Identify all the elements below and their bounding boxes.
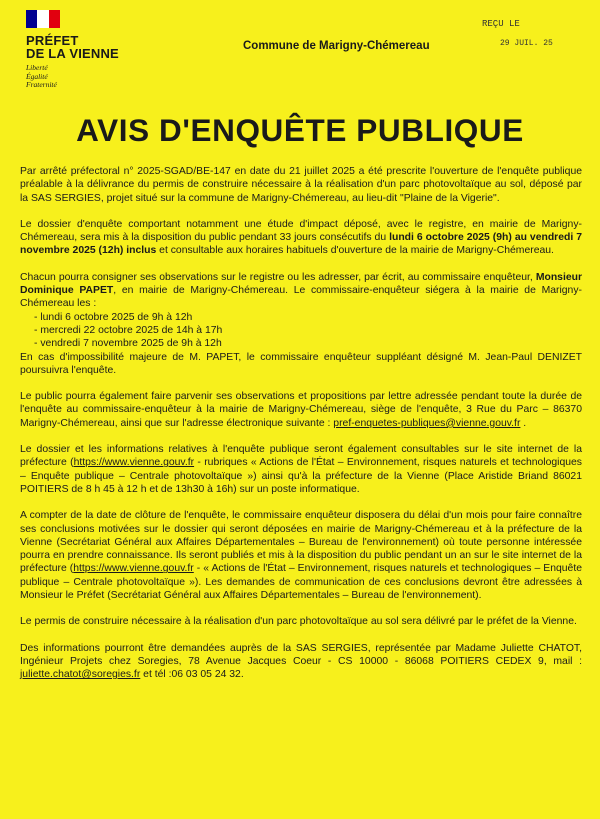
text-segment: - « Actions de l'État – Environnement, risques naturels et technologiques – Enquête publique – Centrale photovoltaïque »). Les demandes de communication de ces conclusions devront être adressées à Monsieur le Préfet (Secrétariat Général aux Affaires Départementales – Bureau de l'environnement). <box>20 563 582 602</box>
page-title: AVIS D'ENQUÊTE PUBLIQUE <box>76 112 524 148</box>
text-segment: et tél :06 03 05 24 32. <box>140 669 244 681</box>
email-link-prefecture[interactable]: pref-enquetes-publiques@vienne.gouv.fr <box>333 417 521 429</box>
commune-name: Commune de Marigny-Chémereau <box>243 40 430 52</box>
text-segment: Chacun pourra consigner ses observations sur le registre ou les adresser, par écrit, au commissaire enquêteur, <box>20 271 536 283</box>
consultation-dates: lundi 6 octobre 2025 (9h) au vendredi 7 novembre 2025 (12h) inclus <box>20 232 582 257</box>
paragraph-online-dossier <box>20 443 582 496</box>
website-link[interactable]: https://www.vienne.gouv.fr <box>73 563 194 575</box>
list-item: - vendredi 7 novembre 2025 de 9h à 12h <box>34 338 222 350</box>
prefecture-logo <box>26 10 119 90</box>
stamp-date: 29 JUIL. 25 <box>500 39 553 48</box>
stamp-label: REÇU LE <box>482 19 520 29</box>
list-item: - mercredi 22 octobre 2025 de 14h à 17h <box>34 324 223 336</box>
text-segment: Le public pourra également faire parvenir ses observations et propositions par lettre adressée pendant toute la durée de l'enquête au commissaire-enquêteur à la mairie de Marigny-Chémereau, siège de l'enquête, 3 Rue du Parc – 86370 Marigny-Chémereau, ainsi que sur l'adresse électronique suivante : <box>20 391 582 429</box>
prefet-title: PRÉFET DE LA VIENNE <box>26 33 119 61</box>
text-segment: Des informations pourront être demandées auprès de la SAS SERGIES, représentée par Madame Juliette CHATOT, Ingénieur Projets chez Soregies, 78 Avenue Jacques Coeur - CS 10000 - 86068 POITIERS CEDEX 9, mail : <box>20 642 582 667</box>
website-link[interactable]: https://www.vienne.gouv.fr <box>73 457 195 469</box>
text-segment: - rubriques « Actions de l'État – Environnement, risques naturels et technologiques – Enquête publique – Centrale photovoltaïque ») ainsi qu'à la préfecture de la Vienne (Place Aristide Briand 86021 POITIERS de 8 h 45 à 12 h et de 13h30 à 16h) sur un poste informatique. <box>20 457 582 495</box>
text-segment: A compter de la date de clôture de l'enquête, le commissaire enquêteur disposera du délai d'un mois pour faire connaître ses conclusions motivées sur le dossier qui seront déposées en mairie de Marigny-Chémereau et à la préfecture de la Vienne (Secrétariat Général aux Affaires Départementales – Bureau de l'environnement) où toute personne intéressée pourra en prendre connaissance. Ils seront publiés et mis à la disposition du public pendant un an sur le site internet de la préfecture ( <box>20 510 582 575</box>
text-segment: , en mairie de Marigny-Chémereau. Le commissaire-enquêteur siégera à la mairie de Marigny-Chémereau les : <box>20 285 582 310</box>
notice-body <box>20 165 582 695</box>
session-list <box>20 311 582 351</box>
header <box>0 0 600 100</box>
marianne-icon <box>33 12 51 27</box>
paragraph-commissioner <box>20 271 582 377</box>
text-segment: Le dossier et les informations relatives à l'enquête publique seront également consultables sur le site internet de la préfecture ( <box>20 444 582 469</box>
text-segment: . <box>520 417 527 429</box>
text-segment: Le dossier d'enquête comportant notamment une étude d'impact déposé, avec le registre, en mairie de Marigny-Chémereau, sera mis à la disposition du public pendant 33 jours consécutifs du <box>20 218 582 244</box>
paragraph-consultation-period <box>20 218 582 258</box>
substitute-note: En cas d'impossibilité majeure de M. PAPET, le commissaire enquêteur suppléant désigné M. Jean-Paul DENIZET poursuivra l'enquête. <box>20 351 582 376</box>
email-link-contact[interactable]: juliette.chatot@soregies.fr <box>20 669 141 681</box>
text-segment: et consultable aux horaires habituels d'ouverture de la mairie de Marigny-Chémereau. <box>156 245 554 257</box>
paragraph-permit: Le permis de construire nécessaire à la réalisation d'un parc photovoltaïque au sol sera délivré par le préfet de la Vienne. <box>20 616 577 628</box>
republic-motto: Liberté Égalité Fraternité <box>26 63 57 89</box>
paragraph-decree: Par arrêté préfectoral n° 2025-SGAD/BE-147 en date du 21 juillet 2025 a été prescrite l'ouverture de l'enquête publique préalable à la délivrance du permis de construire nécessaire à la réalisation d'un parc photovoltaïque au sol, déposé par la SAS SERGIES, projet situé sur la commune de Marigny-Chémereau, au lieu-dit "Plaine de la Vigerie". <box>20 166 582 204</box>
list-item: - lundi 6 octobre 2025 de 9h à 12h <box>34 311 193 323</box>
received-stamp <box>482 14 553 54</box>
paragraph-conclusions <box>20 509 582 602</box>
paragraph-contact <box>20 642 582 682</box>
commissioner-name: Monsieur Dominique PAPET <box>20 271 582 297</box>
paragraph-mail-observations <box>20 390 582 430</box>
